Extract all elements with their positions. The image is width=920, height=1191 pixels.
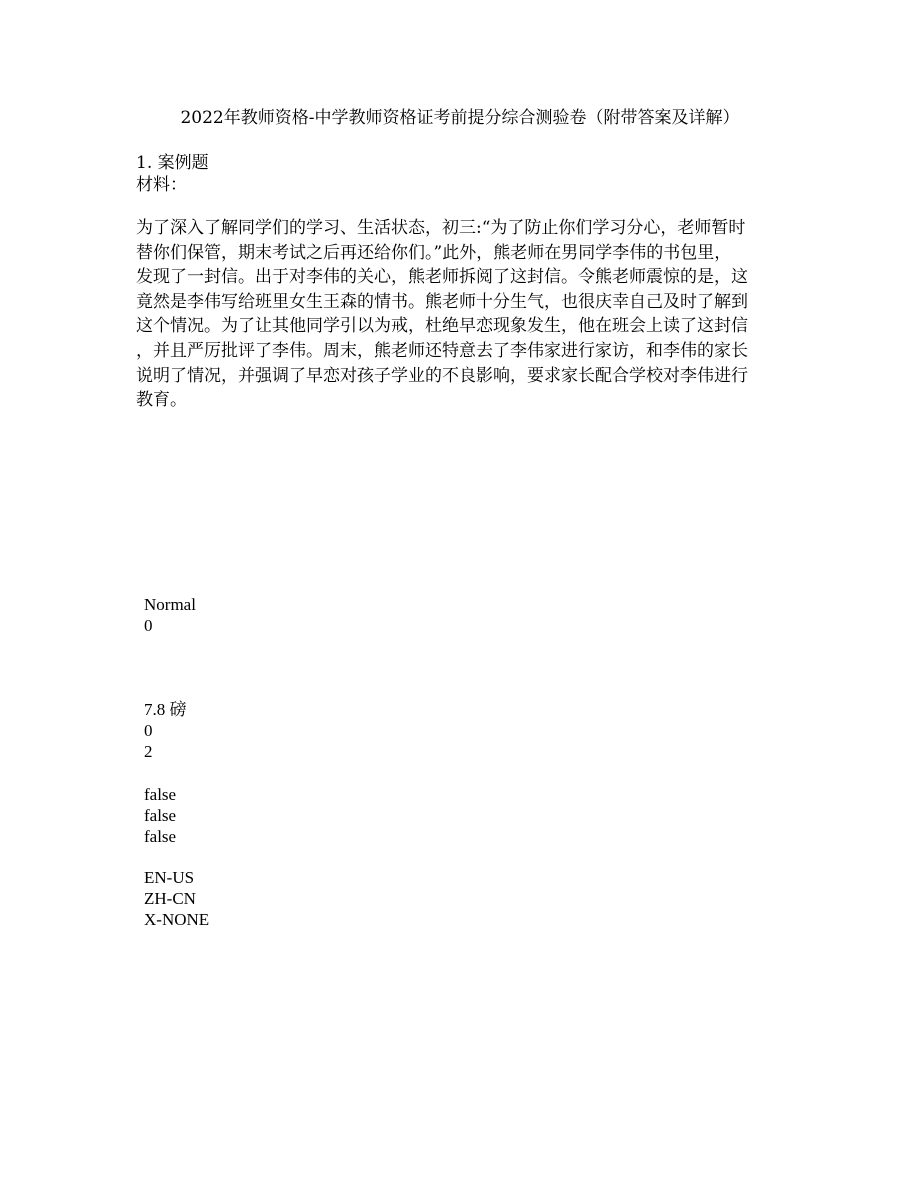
paragraph-line: 发现了一封信。出于对李伟的关心，熊老师拆阅了这封信。令熊老师震惊的是，这	[136, 267, 748, 288]
paragraph-line: ，并且严厉批评了李伟。周末，熊老师还特意去了李伟家进行家访，和李伟的家长	[136, 340, 748, 361]
paragraph-line: 为了深入了解同学们的学习、生活状态，初三:“为了防止你们学习分心，老师暂时	[136, 218, 746, 238]
metadata-line: 7.8 磅	[144, 700, 187, 719]
case-material-paragraph	[136, 216, 788, 413]
metadata-group-flags	[144, 784, 444, 847]
paragraph-line: 说明了情况，并强调了早恋对孩子学业的不良影响，要求家长配合学校对李伟进行	[136, 365, 748, 386]
metadata-line: 0	[144, 721, 153, 740]
metadata-line: false	[144, 827, 177, 846]
metadata-line: false	[144, 806, 177, 825]
document-title: 2022年教师资格-中学教师资格证考前提分综合测验卷（附带答案及详解）	[180, 108, 740, 128]
metadata-group-spacing	[144, 699, 444, 762]
question-number: 1. 案例题	[136, 153, 209, 173]
metadata-line: false	[144, 785, 177, 804]
metadata-line: 0	[144, 616, 153, 635]
paragraph-line: 竟然是李伟写给班里女生王森的情书。熊老师十分生气，也很庆幸自己及时了解到	[136, 291, 748, 312]
question-header	[136, 152, 786, 196]
metadata-line: ZH-CN	[144, 889, 196, 908]
metadata-group-languages	[144, 867, 444, 930]
metadata-line: Normal	[144, 595, 196, 614]
paragraph-line: 教育。	[136, 390, 187, 411]
paragraph-line: 这个情况。为了让其他同学引以为戒，杜绝早恋现象发生，他在班会上读了这封信	[136, 316, 748, 337]
paragraph-line: 替你们保管，期末考试之后再还给你们。”此外，熊老师在男同学李伟的书包里，	[136, 242, 732, 263]
metadata-line: 2	[144, 742, 153, 761]
metadata-line: X-NONE	[144, 910, 210, 929]
material-label: 材料：	[136, 175, 187, 195]
metadata-line: EN-US	[144, 868, 195, 887]
metadata-group-style	[144, 594, 444, 636]
